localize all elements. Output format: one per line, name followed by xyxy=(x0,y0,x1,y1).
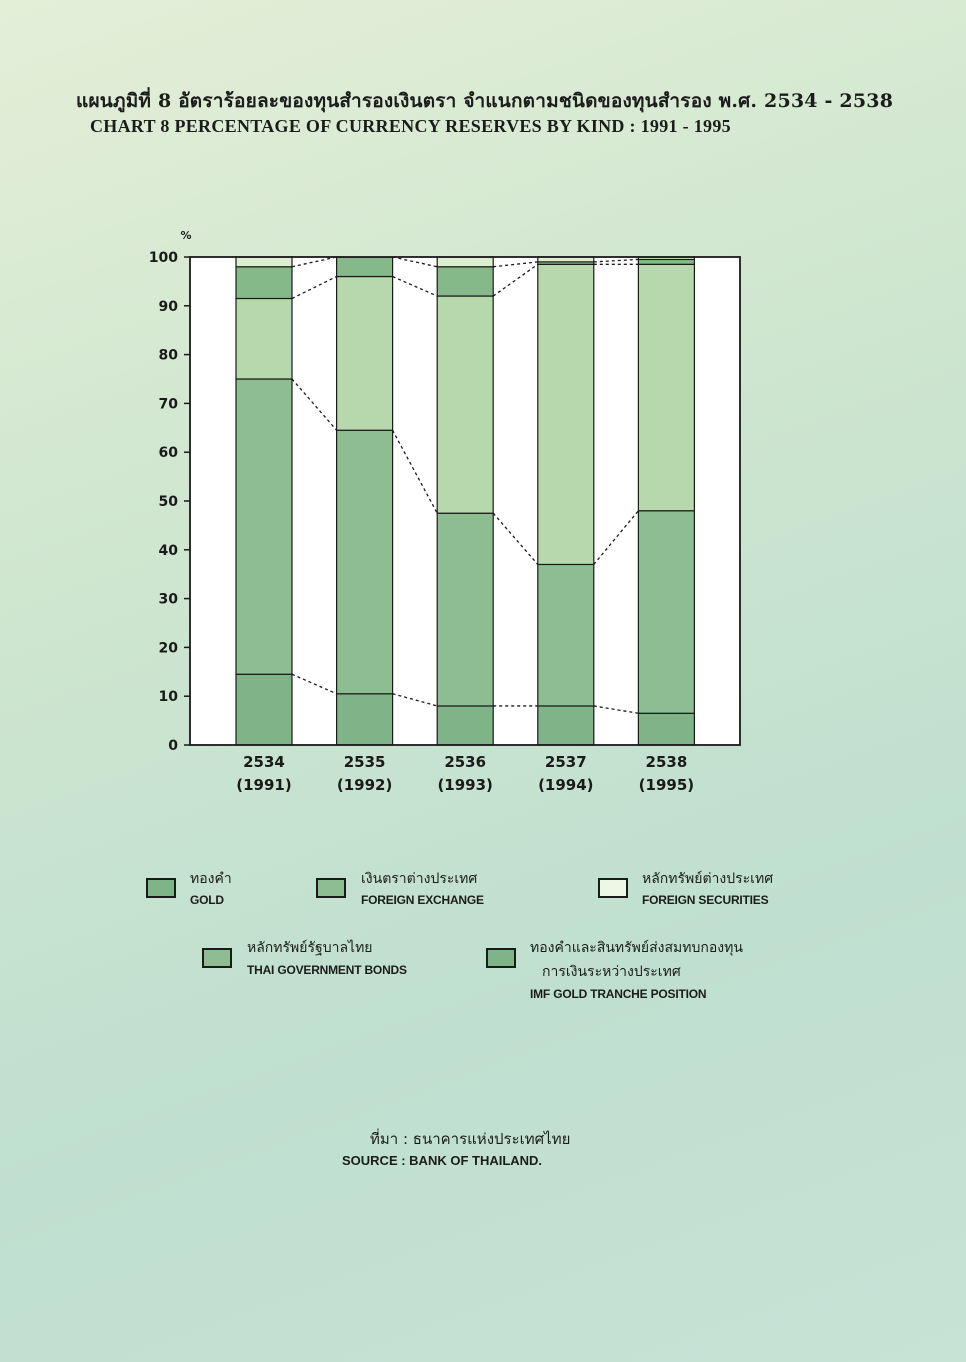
y-tick-label: 90 xyxy=(158,298,178,315)
bar-segment-imf-gold-tranche-position xyxy=(437,267,493,296)
bar-segment-foreign-exchange xyxy=(638,511,694,714)
bar-segment-foreign-exchange xyxy=(538,564,594,706)
legend-label-gold: GOLD xyxy=(190,893,224,907)
y-tick-label: 50 xyxy=(158,494,178,510)
bar-segment-foreign-securities xyxy=(236,257,292,267)
bar-segment-imf-gold-tranche-position xyxy=(337,257,393,277)
bar-segment-foreign-exchange xyxy=(437,513,493,706)
y-tick-label: 60 xyxy=(158,445,178,462)
bar-segment-thai-government-bonds xyxy=(638,264,694,510)
legend-label-foreign-exchange: FOREIGN EXCHANGE xyxy=(361,893,484,907)
y-tick-label: 10 xyxy=(158,689,178,706)
chart-title: CHART 8 PERCENTAGE OF CURRENCY RESERVES BY KIND : 1991 - 1995 xyxy=(90,116,731,136)
x-tick-label: 2537 xyxy=(544,753,587,771)
y-tick-label: 80 xyxy=(158,347,178,364)
y-tick-label: 70 xyxy=(158,396,178,413)
legend-label-thai-gold: ทองคำ xyxy=(190,871,232,887)
bar-segment-thai-government-bonds xyxy=(437,296,493,513)
x-tick-label-ad: (1994) xyxy=(538,776,594,794)
legend-label-thai-government-bonds: THAI GOVERNMENT BONDS xyxy=(247,963,407,977)
bar-segment-gold xyxy=(538,706,594,745)
bar-segment-thai-government-bonds xyxy=(538,264,594,564)
legend-label-foreign-securities: FOREIGN SECURITIES xyxy=(642,893,769,907)
legend-label-thai-foreign-exchange: เงินตราต่างประเทศ xyxy=(361,871,478,887)
bar-segment-imf-gold-tranche-position xyxy=(236,267,292,299)
x-tick-label-ad: (1991) xyxy=(236,776,292,794)
legend-label-imf-gold-tranche: IMF GOLD TRANCHE POSITION xyxy=(530,987,707,1001)
x-tick-label: 2535 xyxy=(343,753,386,771)
bar-segment-gold xyxy=(638,713,694,745)
bar-segment-gold xyxy=(337,694,393,745)
legend-swatch-foreign-exchange xyxy=(316,878,346,898)
legend-swatch-foreign-securities xyxy=(598,878,628,898)
x-tick-label: 2536 xyxy=(444,753,487,771)
x-tick-label-ad: (1995) xyxy=(638,776,695,794)
source: SOURCE : BANK OF THAILAND. xyxy=(342,1153,543,1168)
legend-label-thai-imf-line2: การเงินระหว่างประเทศ xyxy=(542,964,681,980)
source-thai: ที่มา : ธนาคารแห่งประเทศไทย xyxy=(370,1130,571,1148)
bar-segment-imf-gold-tranche-position xyxy=(638,259,694,264)
legend-swatch-imf-gold-tranche xyxy=(486,948,516,968)
bar-segment-foreign-exchange xyxy=(337,430,393,694)
y-tick-label: 100 xyxy=(148,250,178,266)
y-axis-label: % xyxy=(180,229,192,242)
chart-title-thai: แผนภูมิที่ 8 อัตราร้อยละของทุนสำรองเงินตรา จำแนกตามชนิดของทุนสำรอง พ.ศ. 2534 - 2538 xyxy=(76,90,894,112)
bar-segment-foreign-exchange xyxy=(236,379,292,674)
legend-swatch-gold xyxy=(146,878,176,898)
bar-segment-thai-government-bonds xyxy=(337,277,393,431)
legend-swatch-thai-government-bonds xyxy=(202,948,232,968)
y-tick-label: 40 xyxy=(158,542,178,559)
x-tick-label-ad: (1993) xyxy=(437,776,493,794)
x-tick-label-ad: (1992) xyxy=(336,776,393,794)
bar-segment-foreign-securities xyxy=(437,257,493,267)
bar-segment-thai-government-bonds xyxy=(236,298,292,379)
y-tick-label: 20 xyxy=(158,640,178,657)
x-tick-label: 2534 xyxy=(243,753,285,771)
bar-segment-gold xyxy=(437,706,493,745)
bar-segment-gold xyxy=(236,674,292,745)
legend-label-thai-foreign-securities: หลักทรัพย์ต่างประเทศ xyxy=(642,871,774,887)
x-tick-label: 2538 xyxy=(645,753,688,771)
y-tick-label: 30 xyxy=(158,591,178,608)
legend-label-thai-imf-line1: ทองคำและสินทรัพย์ส่งสมทบกองทุน xyxy=(530,940,743,956)
y-tick-label: 0 xyxy=(168,738,178,754)
legend-label-thai-thai-government-bonds: หลักทรัพย์รัฐบาลไทย xyxy=(247,940,373,956)
